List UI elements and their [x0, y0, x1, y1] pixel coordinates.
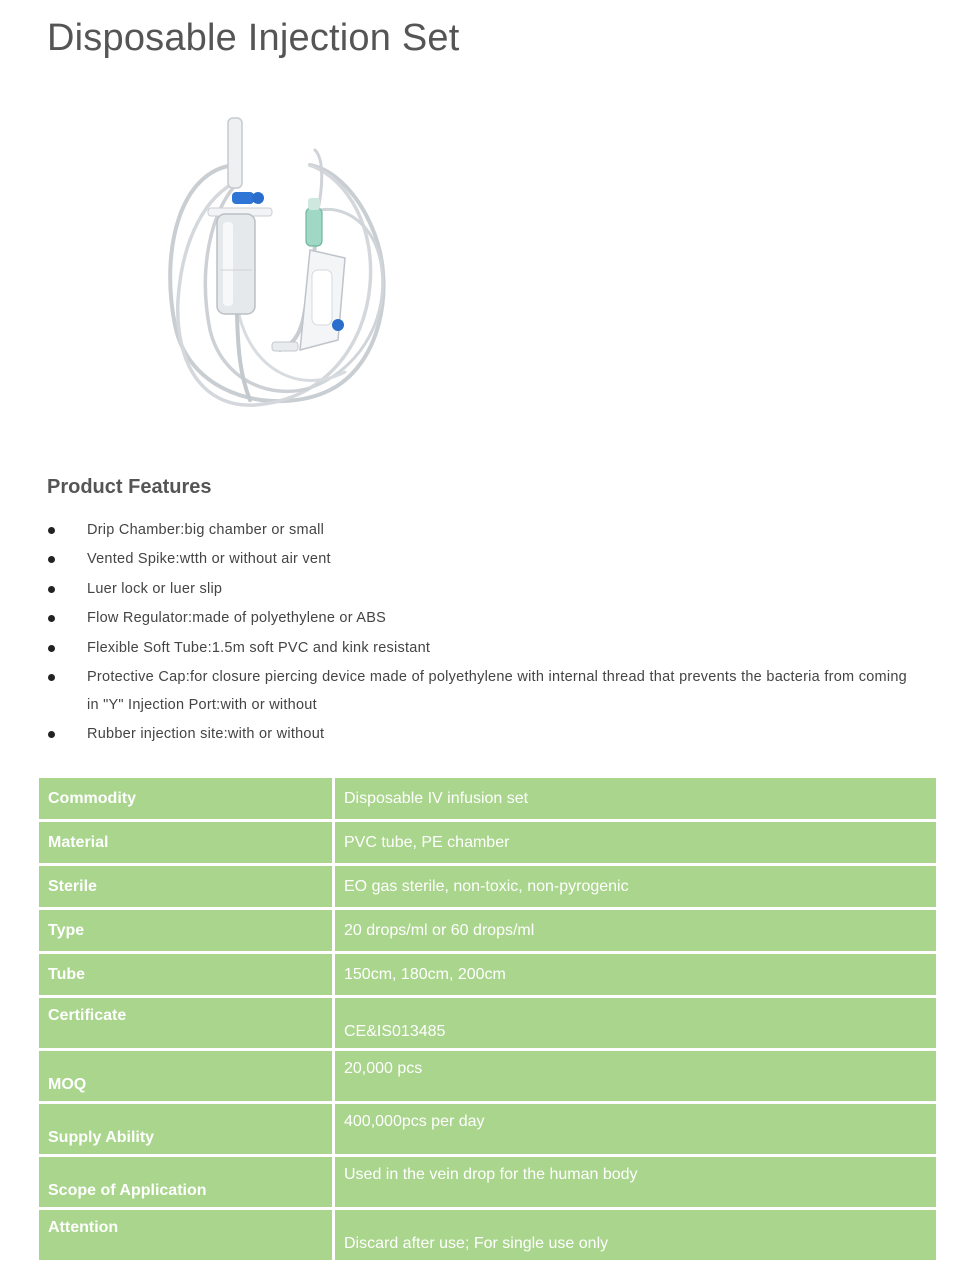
- spec-row: [39, 1157, 936, 1210]
- spec-value: 20 drops/ml or 60 drops/ml: [335, 910, 936, 954]
- feature-text: Protective Cap:for closure piercing device made of polyethylene with internal thread that prevents the bacteria from coming in "Y" Injection Port:with or without: [87, 668, 907, 713]
- spec-label: Certificate: [39, 998, 335, 1051]
- bullet-icon: [48, 586, 55, 593]
- spec-value: Disposable IV infusion set: [335, 778, 936, 822]
- bullet-icon: [48, 645, 55, 652]
- spec-value: 20,000 pcs: [335, 1051, 936, 1104]
- spec-label: Tube: [39, 954, 335, 998]
- spec-label: Type: [39, 910, 335, 954]
- feature-item: [47, 663, 907, 719]
- spec-value: EO gas sterile, non-toxic, non-pyrogenic: [335, 866, 936, 910]
- spec-label: Sterile: [39, 866, 335, 910]
- feature-text: Vented Spike:wtth or without air vent: [87, 551, 331, 568]
- bullet-icon: [48, 674, 55, 681]
- feature-text: Drip Chamber:big chamber or small: [87, 522, 325, 538]
- bullet-icon: [48, 731, 55, 738]
- spec-row: [39, 1210, 936, 1263]
- spec-label: Scope of Application: [39, 1157, 335, 1210]
- spec-label: Attention: [39, 1210, 335, 1263]
- spec-value: PVC tube, PE chamber: [335, 822, 936, 866]
- bullet-icon: [48, 527, 55, 534]
- spec-row: [39, 954, 936, 998]
- spec-label: Material: [39, 822, 335, 866]
- bullet-icon: [48, 615, 55, 622]
- feature-item: [47, 516, 907, 544]
- feature-text: Luer lock or luer slip: [87, 580, 223, 597]
- spec-row: [39, 1051, 936, 1104]
- spec-value: Discard after use; For single use only: [335, 1210, 936, 1263]
- feature-list: [47, 516, 907, 750]
- feature-item: [47, 604, 907, 632]
- spec-label: Supply Ability: [39, 1104, 335, 1157]
- feature-item: [47, 720, 907, 748]
- bullet-icon: [48, 556, 55, 563]
- spec-value: 150cm, 180cm, 200cm: [335, 954, 936, 998]
- spec-label: Commodity: [39, 778, 335, 822]
- feature-item: [47, 575, 907, 603]
- feature-text: Rubber injection site:with or without: [87, 726, 325, 743]
- spec-value: Used in the vein drop for the human body: [335, 1157, 936, 1210]
- spec-row: [39, 822, 936, 866]
- features-heading: Product Features: [47, 476, 212, 498]
- spec-row: [39, 910, 936, 954]
- spec-row: [39, 998, 936, 1051]
- spec-row: [39, 866, 936, 910]
- feature-item: [47, 634, 907, 662]
- feature-item: [47, 545, 907, 573]
- spec-row: [39, 1104, 936, 1157]
- spec-row: [39, 778, 936, 822]
- spec-table: [39, 778, 936, 1263]
- feature-text: Flow Regulator:made of polyethylene or ABS: [87, 610, 387, 627]
- feature-text: Flexible Soft Tube:1.5m soft PVC and kink resistant: [87, 639, 431, 656]
- product-image: [160, 110, 400, 420]
- spec-label: MOQ: [39, 1051, 335, 1104]
- page-title: Disposable Injection Set: [47, 17, 460, 59]
- spec-value: 400,000pcs per day: [335, 1104, 936, 1157]
- spec-value: CE&IS013485: [335, 998, 936, 1051]
